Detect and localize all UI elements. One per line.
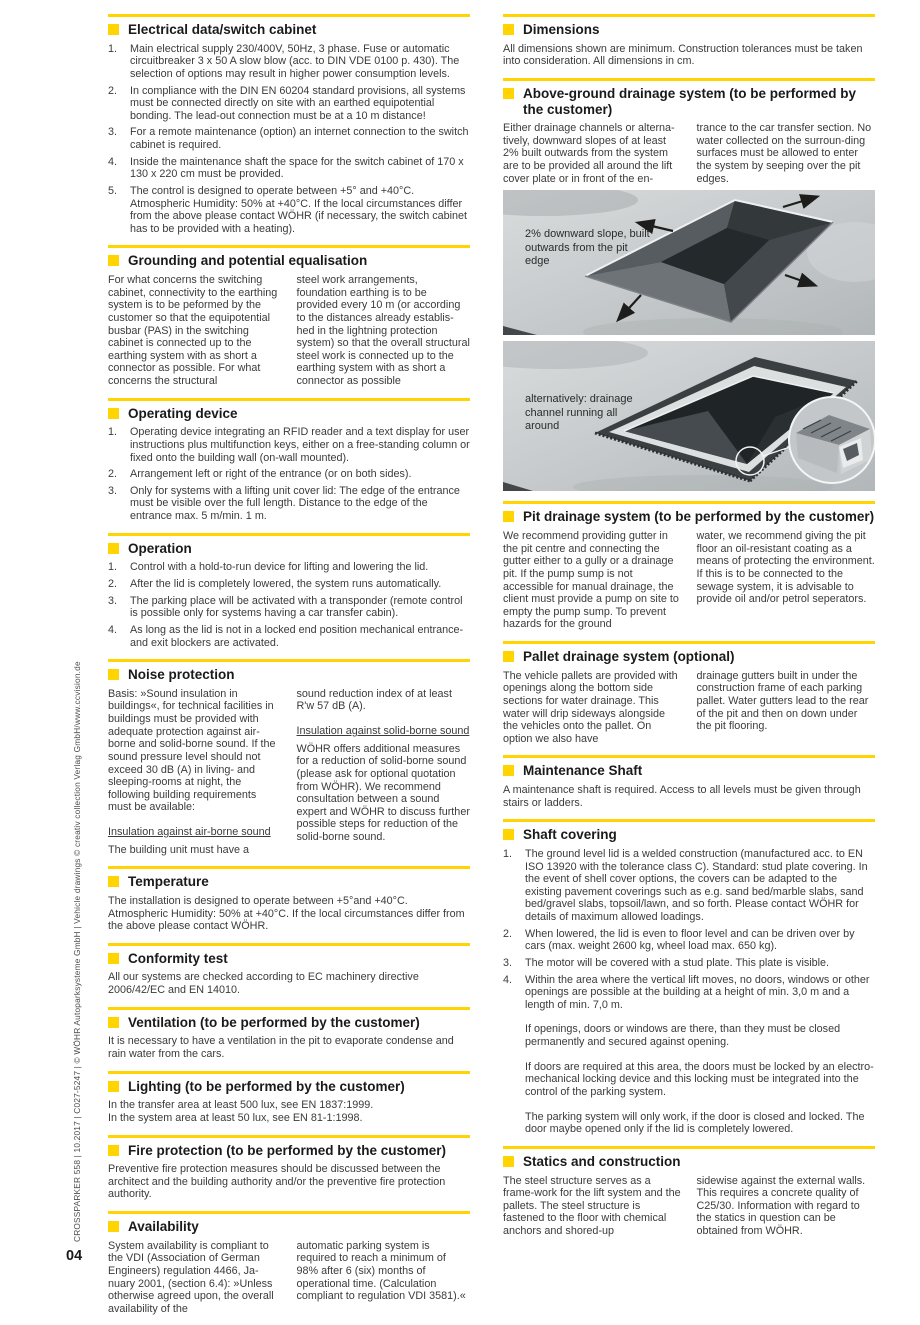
- list-item: Arrangement left or right of the entrance (or on both sides).: [130, 468, 412, 481]
- text-column: The steel structure serves as a frame-work for the lift system and the pallets. The steel structure is fastened to the floor with chemical anchors and shored-up: [503, 1174, 681, 1237]
- paragraph: If doors are required at this area, the doors must be locked by an electro-mechanical locking device and this locking must be integrated into the control of the parking system.: [525, 1060, 874, 1098]
- column-right: [503, 14, 875, 1325]
- section-divider: [108, 1135, 470, 1138]
- section-bullet-icon: [108, 543, 119, 554]
- section-divider: [108, 14, 470, 17]
- section-bullet-icon: [108, 953, 119, 964]
- list-item: When lowered, the lid is even to floor level and can be driven over by cars (max. weight 2600 kg, wheel load max. 650 kg).: [525, 927, 855, 953]
- section-title: Conformity test: [128, 950, 228, 966]
- section-divider: [108, 1071, 470, 1074]
- section-bullet-icon: [503, 829, 514, 840]
- numbered-list: [108, 426, 470, 522]
- section-bullet-icon: [503, 24, 514, 35]
- section-bullet-icon: [108, 24, 119, 35]
- column-left: [108, 14, 470, 1325]
- list-item: Control with a hold-to-run device for lifting and lowering the lid.: [130, 561, 429, 574]
- section-operating-device: [108, 398, 470, 523]
- text-column: [297, 688, 471, 857]
- numbered-list: [503, 848, 875, 1136]
- section-bullet-icon: [503, 765, 514, 776]
- text-column: water, we recommend giving the pit floor an oil-resistant coating as a means of protecting the environment. If this is to be connected to the sewage system, it is advisable to provide oil and/or petrol seperators.: [696, 530, 875, 606]
- section-bullet-icon: [108, 669, 119, 680]
- section-divider: [108, 866, 470, 869]
- section-maintenance-shaft: [503, 755, 875, 809]
- section-bullet-icon: [108, 876, 119, 887]
- section-title: Statics and construction: [523, 1153, 681, 1169]
- paragraph: Within the area where the vertical lift moves, no doors, windows or other openings are possible at the building at a height of min. 3,0 m and a length of min. 7,0 m.: [525, 973, 870, 1011]
- section-grounding: [108, 245, 470, 387]
- section-title: Electrical data/switch cabinet: [128, 22, 317, 37]
- section-title: Noise protection: [128, 667, 235, 683]
- section-noise-protection: [108, 659, 470, 856]
- figure-caption: alternatively: drainage channel running all around: [525, 393, 633, 432]
- list-item: The ground level lid is a welded construction (manufactured acc. to EN ISO 13920 with the tolerance class C). Standard: stud plate covering. In the event of shell cover options, the covers can be adapted to the existing pavement coverings such as e.g. sand bed/marble slabs, sand bed/gravel slabs, topsoil/lawn, and so forth. Please contact WÖHR for details of maximum allowed loadings.: [525, 847, 868, 924]
- section-pit-drainage: [503, 501, 875, 631]
- section-dimensions: [503, 14, 875, 68]
- list-item: After the lid is completely lowered, the system runs automatically.: [130, 578, 442, 590]
- section-divider: [503, 14, 875, 17]
- numbered-list: [108, 43, 470, 236]
- section-bullet-icon: [503, 511, 514, 522]
- section-pallet-drainage: [503, 641, 875, 745]
- section-title: Availability: [128, 1219, 199, 1235]
- page-number: 04: [66, 1248, 83, 1264]
- page-content: [108, 14, 875, 1325]
- paragraph: In the transfer area at least 500 lux, see EN 1837:1999.: [108, 1099, 374, 1112]
- section-above-ground-drainage: [503, 78, 875, 491]
- section-bullet-icon: [503, 88, 514, 99]
- list-item: Operating device integrating an RFID reader and a text display for user instructions plus multifunction keys, either on a free-standing column or fixed onto the building wall (on-wall mounted).: [130, 426, 470, 464]
- section-conformity-test: [108, 943, 470, 997]
- section-statics: [503, 1146, 875, 1238]
- section-bullet-icon: [108, 408, 119, 419]
- list-item: The parking place will be activated with a transponder (remote control is possible only for systems having a car transfer cabin).: [130, 594, 463, 620]
- section-divider: [108, 943, 470, 946]
- section-divider: [503, 819, 875, 822]
- section-title: Above-ground drainage system (to be performed by the customer): [523, 85, 857, 117]
- section-bullet-icon: [108, 1081, 119, 1092]
- section-divider: [503, 755, 875, 758]
- section-title: Operating device: [128, 405, 238, 421]
- text-column: System availability is compliant to the VDI (Association of German Engineers) regulation 4466, Ja-nuary 2001, (section 6.4): »Unless otherwise agreed upon, the overall availability of the: [108, 1239, 274, 1315]
- text-column: Either drainage channels or alterna-tively, downward slopes of at least 2% built outwards from the system are to be provided all around the lift cover plate or in front of the en-: [503, 122, 675, 185]
- list-item: Inside the maintenance shaft the space for the switch cabinet of 170 x 130 x 220 cm must be provided.: [130, 155, 464, 181]
- text-column: trance to the car transfer section. No water collected on the surroun-ding surfaces must be allowed to enter the system by seeping over the pit edges.: [696, 122, 872, 185]
- list-item: The control is designed to operate between +5° and +40°C. Atmospheric Humidity: 50% at +40°C. If the local circumstances differ from the above please contact WÖHR (if necessary, the switch cabinet has to be provided with a heating).: [130, 184, 468, 235]
- list-item: For a remote maintenance (option) an internet connection to the switch cabinet is required.: [130, 126, 469, 152]
- section-title: Fire protection (to be performed by the customer): [128, 1142, 447, 1158]
- section-ventilation: [108, 1007, 470, 1061]
- section-title: Temperature: [128, 874, 209, 890]
- section-shaft-covering: [503, 819, 875, 1136]
- section-title: Grounding and potential equalisation: [128, 253, 368, 269]
- paragraph: A maintenance shaft is required. Access to all levels must be given through stairs or ladders.: [503, 784, 861, 809]
- list-item: Main electrical supply 230/400V, 50Hz, 3 phase. Fuse or automatic circuitbreaker 3 x 50 A slow blow (acc. to DIN VDE 0100 p. 430). The selection of options may result in higher power consumption levels.: [130, 42, 460, 80]
- section-divider: [108, 659, 470, 662]
- text-column: drainage gutters built in under the construction frame of each parking pallet. Water gutters lead to the rear of the pit and then on down under the pit flooring.: [696, 669, 869, 733]
- section-bullet-icon: [108, 255, 119, 266]
- paragraph: The building unit must have a: [108, 843, 250, 856]
- document-info-sidebar: CROSSPARKER 558 | 10.2017 | C027-5247 | © WÖHR Autoparksysteme GmbH | Vehicle drawings © creativ collection Verlag GmbH/www.ccvision.de: [72, 661, 82, 1242]
- section-divider: [503, 78, 875, 81]
- section-divider: [108, 245, 470, 248]
- section-divider: [108, 1007, 470, 1010]
- section-title: Operation: [128, 540, 192, 556]
- paragraph: WÖHR offers additional measures for a reduction of solid-borne sound (please ask for optional quotation from WÖHR). We recommend consultation between a sound expert and WÖHR to discuss further possible steps for reduction of the solid-borne sound.: [296, 742, 470, 844]
- section-bullet-icon: [108, 1017, 119, 1028]
- figure-drainage-channel: [503, 341, 875, 491]
- section-operation: [108, 533, 470, 649]
- text-column: The vehicle pallets are provided with openings along the bottom side sections for water drainage. This water will drip sideways alongside the vehicles onto the pallet. On option we also have: [503, 669, 678, 745]
- section-divider: [108, 398, 470, 401]
- text-column: For what concerns the switching cabinet, connectivity to the earthing system is to be peformed by the customer so that the equipotential busbar (PAS) in the switching cabinet is connected up to the earthing system with as short a connector as possible. For what concerns the structural: [108, 274, 278, 388]
- text-column: We recommend providing gutter in the pit centre and connecting the gutter either to a gully or a drainage pit. If the pump sump is not accessible for manual drainage, the client must provide a pump on site to empty the pump sump. To prevent hazards for the ground: [503, 530, 679, 631]
- text-column: automatic parking system is required to reach a minimum of 98% after 6 (six) months of operational time. (Calculation compliant to regulation VDI 3581).«: [296, 1239, 466, 1303]
- section-fire-protection: [108, 1135, 470, 1202]
- list-item: As long as the lid is not in a locked end position mechanical entrance- and exit blockers are activated.: [130, 623, 464, 649]
- sub-heading: Insulation against solid-borne sound: [296, 725, 470, 738]
- figure-caption: 2% downward slope, built outwards from the pit edge: [525, 228, 650, 267]
- sub-heading: Insulation against air-borne sound: [108, 826, 271, 839]
- section-bullet-icon: [503, 1156, 514, 1167]
- section-lighting: [108, 1071, 470, 1125]
- list-item: Only for systems with a lifting unit cover lid: The edge of the entrance must be visible over the full length. Distance to the edge of the entrance max. 5 m/min. 1 m.: [130, 484, 460, 523]
- paragraph: It is necessary to have a ventilation in the pit to evaporate condense and rain water from the cars.: [108, 1035, 454, 1060]
- section-title: Maintenance Shaft: [523, 763, 643, 779]
- section-availability: [108, 1211, 470, 1315]
- figure-drainage-slope: [503, 190, 875, 335]
- section-divider: [503, 641, 875, 644]
- section-title: Ventilation (to be performed by the customer): [128, 1014, 420, 1030]
- section-temperature: [108, 866, 470, 933]
- paragraph: If openings, doors or windows are there, than they must be closed permanently and secured against opening.: [525, 1023, 841, 1049]
- section-divider: [503, 1146, 875, 1149]
- paragraph: sound reduction index of at least R'w 57 dB (A).: [296, 687, 452, 713]
- section-divider: [503, 501, 875, 504]
- list-item: In compliance with the DIN EN 60204 standard provisions, all systems must be connected directly on site with an earthed equipotential bonding. The lead-out connection must be at a 10 m distance!: [130, 84, 466, 122]
- paragraph: Preventive fire protection measures should be discussed between the architect and the building authority and/or the preventive fire protection authority.: [108, 1163, 446, 1201]
- section-title: Shaft covering: [523, 827, 617, 843]
- text-column: sidewise against the external walls. This requires a concrete quality of C25/30. Information with regard to the statics in question can be obtained from WÖHR.: [696, 1174, 866, 1237]
- section-title: Dimensions: [523, 22, 600, 37]
- paragraph: Basis: »Sound insulation in buildings«, for technical facilities in buildings must be provided with adequate protection against air-borne and solid-borne sound. If the sound pressure level should not exceed 30 dB (A) in living- and sleeping-rooms at night, the following building requirements must be available:: [108, 687, 276, 814]
- paragraph: The parking system will only work, if the door is closed and locked. The door maybe opened only if the lid is completely lowered.: [525, 1110, 865, 1136]
- section-bullet-icon: [108, 1145, 119, 1156]
- list-item: [503, 974, 875, 1136]
- section-bullet-icon: [503, 651, 514, 662]
- section-divider: [108, 533, 470, 536]
- section-title: Pallet drainage system (optional): [523, 649, 735, 664]
- paragraph: All our systems are checked according to EC machinery directive 2006/42/EC and EN 14010.: [108, 971, 419, 997]
- text-column: [108, 688, 282, 857]
- paragraph: All dimensions shown are minimum. Construction tolerances must be taken into consideration. All dimensions in cm.: [503, 42, 863, 68]
- section-title: Lighting (to be performed by the customer): [128, 1078, 405, 1094]
- section-bullet-icon: [108, 1221, 119, 1232]
- section-title: Pit drainage system (to be performed by the customer): [523, 509, 875, 525]
- numbered-list: [108, 561, 470, 649]
- paragraph: The installation is designed to operate between +5°and +40°C. Atmospheric Humidity: 50% at +40°C. If the local circumstances differ from the above please contact WÖHR.: [108, 894, 465, 933]
- text-column: steel work arrangements, foundation earthing is to be provided every 10 m (or according to the distances already establis-hed in the lightning protection system) so that the overall structural steel work is connected up to the earthing system with as short a connector as possible: [296, 274, 470, 388]
- section-electrical: [108, 14, 470, 235]
- paragraph: In the system area at least 50 lux, see EN 81-1:1998.: [108, 1111, 363, 1124]
- section-divider: [108, 1211, 470, 1214]
- list-item: The motor will be covered with a stud plate. This plate is visible.: [525, 956, 830, 969]
